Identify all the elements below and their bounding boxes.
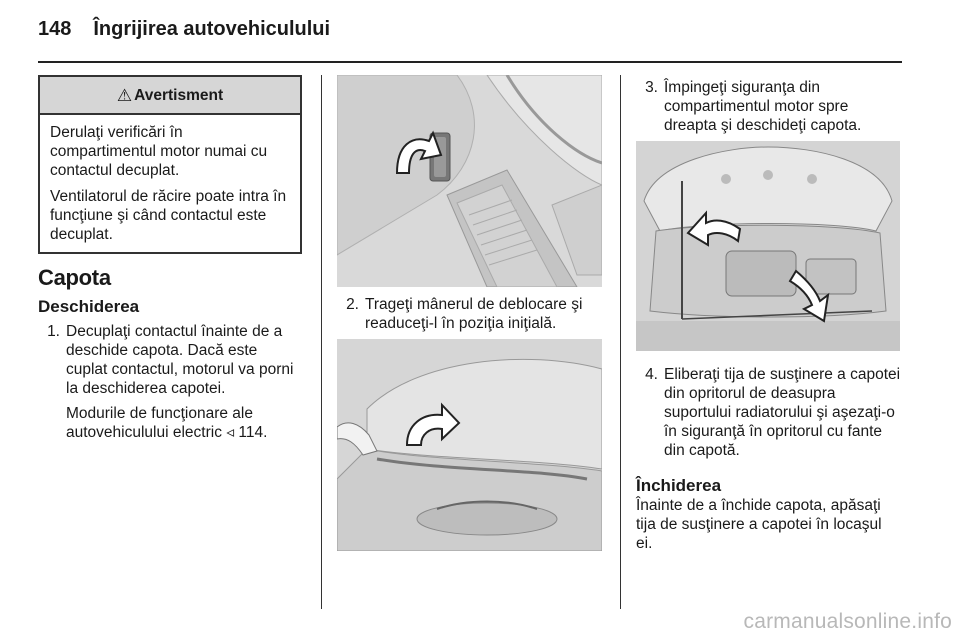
step-item <box>636 365 902 460</box>
step-text: Eliberaţi tija de susţinere a capotei din opritorul de deasupra suportului radiatorului şi aşezaţi-o în siguranţă în opritorul cu fante din capotă. <box>664 366 901 459</box>
warning-header <box>40 77 300 115</box>
subsection-opening: Deschiderea <box>38 297 140 316</box>
step-item <box>337 295 602 333</box>
step-note <box>66 404 302 442</box>
page-reference[interactable]: 114. <box>238 424 268 441</box>
page-number: 148 <box>38 18 72 40</box>
chapter-title: Îngrijirea autovehiculului <box>93 18 331 40</box>
warning-paragraph: Derulaţi verificări în compartimentul motor numai cu contactul decuplat. <box>50 124 268 179</box>
warning-box <box>38 75 302 254</box>
closing-text: Înainte de a închide capota, apăsaţi tija de susţinere a capotei în locaşul ei. <box>636 497 882 552</box>
page-header <box>38 18 330 48</box>
step-text: Decuplaţi contactul înainte de a deschide capota. Dacă este cuplat contactul, motorul va porni la deschiderea capotei. <box>66 323 294 397</box>
warning-title: Avertisment <box>134 86 224 104</box>
step-item <box>636 78 902 135</box>
column-middle <box>337 75 602 551</box>
note-text: Modurile de funcţionare ale autovehiculului electric <box>66 405 253 441</box>
section-title: Capota <box>38 265 111 290</box>
step-number: 1. <box>47 323 60 340</box>
page-reference-icon: ◃ <box>226 423 235 441</box>
engine-bay-illustration <box>636 141 900 351</box>
engine-bay-drawing <box>636 141 900 351</box>
column-left <box>38 75 302 442</box>
warning-triangle-icon: ⚠ <box>116 85 133 105</box>
watermark: carmanualsonline.info <box>743 610 952 633</box>
column-divider <box>321 75 322 609</box>
step-number: 2. <box>346 296 359 313</box>
step-item <box>38 322 302 398</box>
step-text: Trageţi mânerul de deblocare şi readuceţi-l în poziţia iniţială. <box>365 296 583 332</box>
step-text: Împingeţi siguranţa din compartimentul motor spre dreapta şi deschideţi capota. <box>664 79 862 134</box>
warning-paragraph: Ventilatorul de răcire poate intra în funcţiune şi când contactul este decuplat. <box>50 188 287 243</box>
header-rule <box>38 61 902 63</box>
hood-drawing <box>337 339 602 551</box>
step-number: 3. <box>645 79 658 96</box>
column-divider <box>620 75 621 609</box>
warning-body <box>40 115 300 252</box>
release-lever-drawing <box>337 75 602 287</box>
release-lever-illustration <box>337 75 602 287</box>
hood-open-illustration <box>337 339 602 551</box>
subsection-closing: Închiderea <box>636 476 722 495</box>
column-right <box>636 75 902 553</box>
step-number: 4. <box>645 366 658 383</box>
